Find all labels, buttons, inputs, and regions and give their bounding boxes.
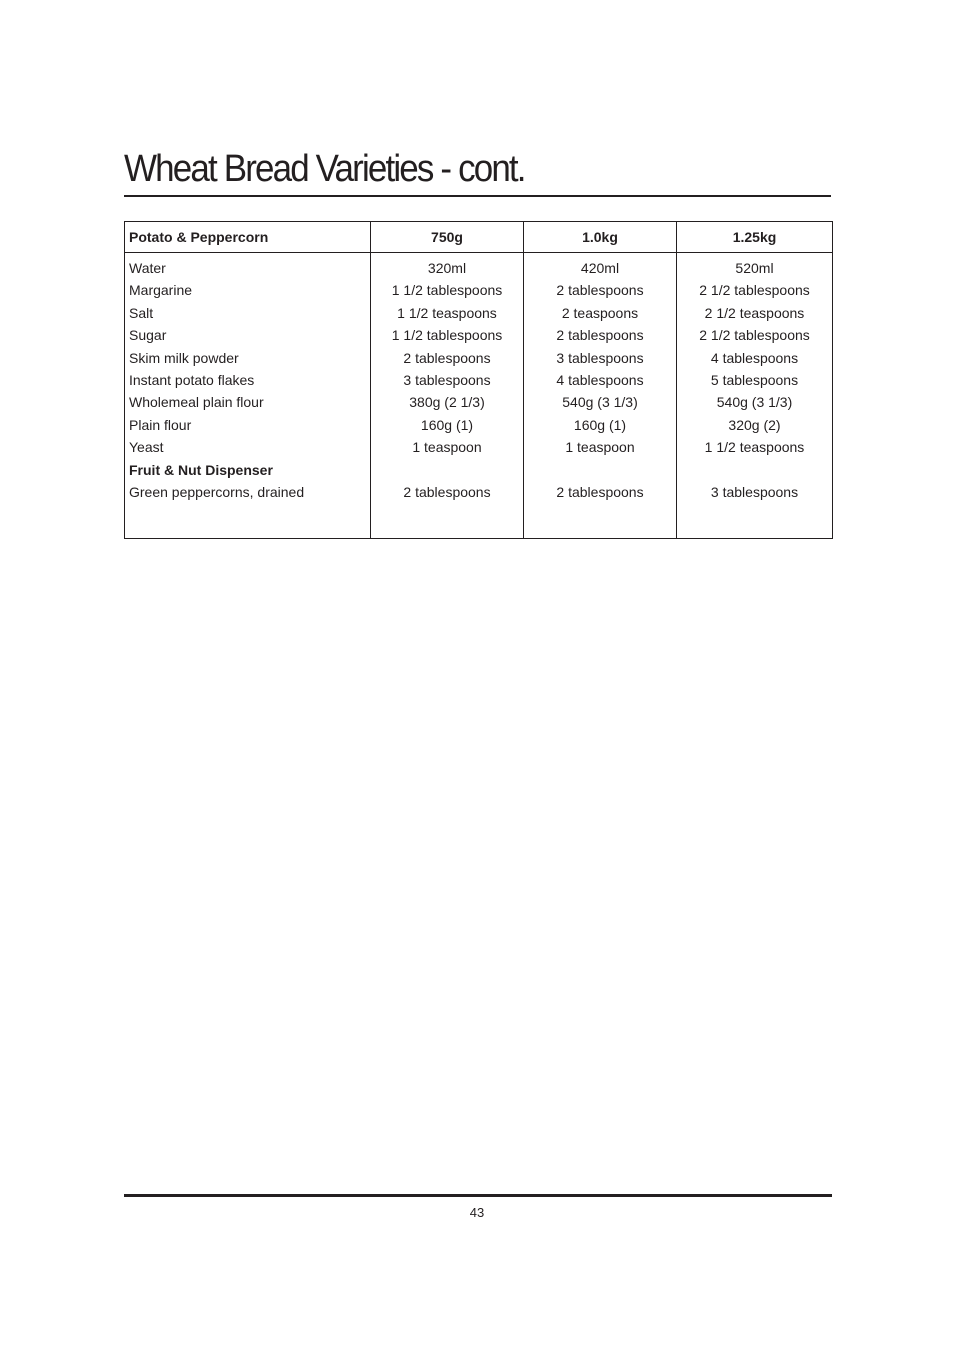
- quantity-cell: 4 tablespoons: [556, 371, 644, 388]
- quantity-cell: 320ml: [427, 260, 467, 276]
- quantity-cell: 3 tablespoons: [403, 371, 491, 388]
- quantity-cell: 1 1/2 tablespoons: [391, 282, 503, 299]
- table-header-row: [125, 222, 833, 253]
- quantity-cell: 380g (2 1/3): [409, 394, 485, 411]
- quantity-cell: 420ml: [580, 260, 620, 276]
- size-750g-header: 750g: [371, 222, 524, 253]
- ingredient-name: Sugar: [129, 327, 167, 344]
- recipe-table: [124, 221, 833, 539]
- quantity-cell: 2 1/2 teaspoons: [704, 304, 805, 321]
- quantity-column-1-25kg: [677, 253, 833, 539]
- quantity-cell: 5 tablespoons: [710, 371, 799, 388]
- quantity-cell: 1 1/2 teaspoons: [397, 304, 497, 321]
- ingredient-name: Plain flour: [129, 416, 192, 433]
- quantity-cell: 160g (1): [420, 416, 474, 433]
- footer-rule: [124, 1194, 832, 1197]
- ingredient-name: Water: [129, 260, 166, 276]
- recipe-name-header: Potato & Peppercorn: [125, 222, 371, 253]
- quantity-cell: 320g (2): [728, 416, 781, 433]
- quantity-cell: 1 teaspoon: [565, 439, 635, 456]
- quantity-cell: 2 tablespoons: [556, 483, 644, 500]
- ingredient-name: Instant potato flakes: [129, 371, 255, 388]
- quantity-column-1kg: [524, 253, 677, 539]
- quantity-cell: 2 1/2 tablespoons: [699, 327, 810, 344]
- quantity-cell: 160g (1): [573, 416, 627, 433]
- ingredient-name: Wholemeal plain flour: [129, 394, 264, 411]
- page-number: 43: [469, 1205, 485, 1220]
- ingredient-name: Margarine: [129, 282, 193, 299]
- quantity-cell: [371, 459, 523, 481]
- quantity-cell: [677, 459, 832, 481]
- ingredient-name: Salt: [129, 304, 154, 321]
- quantity-cell: 540g (3 1/3): [562, 394, 638, 411]
- quantity-cell: 3 tablespoons: [710, 483, 799, 500]
- ingredient-name: Yeast: [129, 439, 164, 456]
- quantity-cell: 3 tablespoons: [556, 349, 644, 366]
- quantity-column-750g: [371, 253, 524, 539]
- title-underline: [124, 195, 831, 197]
- ingredient-name: Green peppercorns, drained: [129, 483, 305, 500]
- quantity-cell: 4 tablespoons: [710, 349, 799, 366]
- page-title: Wheat Bread Varieties - cont.: [124, 148, 525, 190]
- quantity-cell: 2 tablespoons: [403, 483, 491, 500]
- quantity-cell: 2 tablespoons: [556, 327, 644, 344]
- section-heading: Fruit & Nut Dispenser: [129, 461, 273, 478]
- ingredient-column: [125, 253, 371, 539]
- table-body-row: [125, 253, 833, 539]
- quantity-cell: 1 1/2 teaspoons: [704, 439, 805, 456]
- quantity-cell: 2 tablespoons: [556, 282, 644, 299]
- quantity-cell: 2 teaspoons: [561, 304, 639, 321]
- quantity-cell: 1 1/2 tablespoons: [391, 327, 503, 344]
- quantity-cell: 520ml: [735, 260, 774, 276]
- quantity-cell: 2 1/2 tablespoons: [699, 282, 810, 299]
- ingredient-name: Skim milk powder: [129, 349, 239, 366]
- size-1kg-header: 1.0kg: [524, 222, 677, 253]
- quantity-cell: 1 teaspoon: [412, 439, 482, 456]
- quantity-cell: [524, 459, 676, 481]
- quantity-cell: 540g (3 1/3): [716, 394, 793, 411]
- size-1-25kg-header: 1.25kg: [677, 222, 833, 253]
- quantity-cell: 2 tablespoons: [403, 349, 491, 366]
